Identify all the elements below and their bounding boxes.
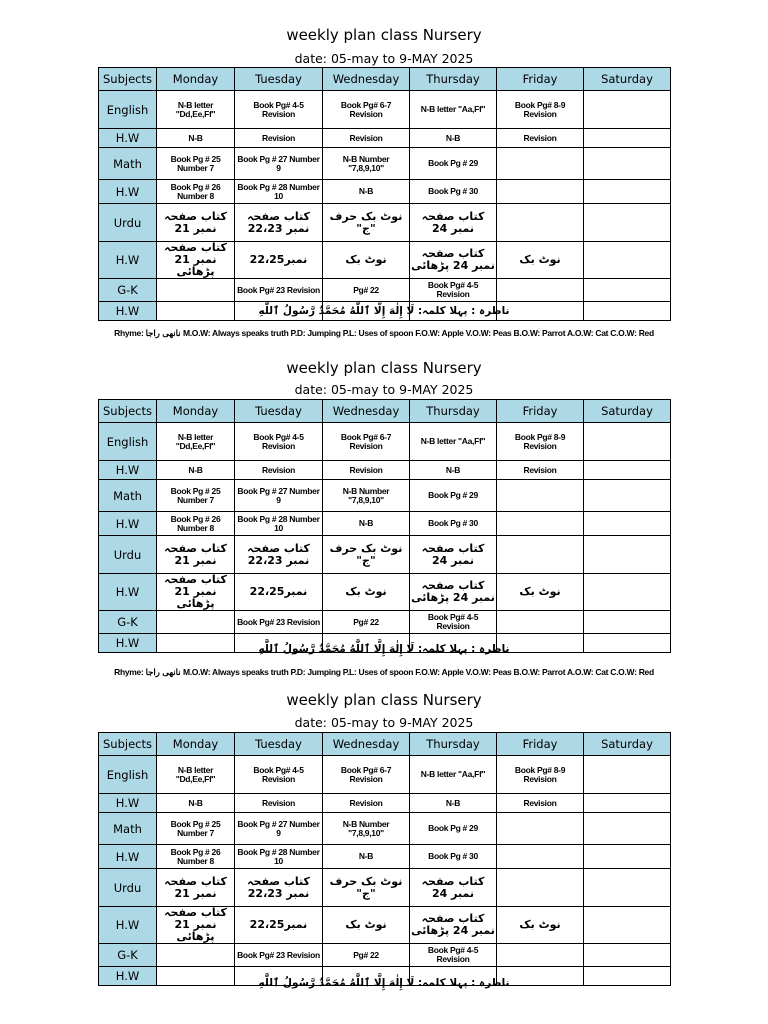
plan-cell: Book Pg# 23 Revision xyxy=(235,944,323,967)
plan-cell: N-B Number "7,8,9,10" xyxy=(323,813,410,845)
plan-cell: N-B xyxy=(410,129,497,148)
subject-cell: Urdu xyxy=(99,536,157,574)
plan-table xyxy=(98,399,671,653)
plan-cell xyxy=(584,461,671,480)
plan-date: date: 05-may to 9-MAY 2025 xyxy=(294,715,474,730)
plan-cell: کتاب صفحہ نمبر 24 پڑھائی xyxy=(410,574,497,611)
plan-cell xyxy=(584,242,671,279)
plan-cell: نوٹ بک xyxy=(323,242,410,279)
table-row xyxy=(99,148,671,180)
plan-cell xyxy=(584,944,671,967)
plan-cell: Book Pg# 6-7 Revision xyxy=(323,756,410,794)
plan-date: date: 05-may to 9-MAY 2025 xyxy=(294,51,474,66)
header-row xyxy=(99,733,671,756)
plan-cell: N-B xyxy=(410,461,497,480)
plan-cell: Book Pg # 29 xyxy=(410,480,497,512)
plan-cell: نمبر22،25 xyxy=(235,242,323,279)
plan-cell xyxy=(584,813,671,845)
plan-cell: Book Pg # 28 Number 10 xyxy=(235,180,323,204)
header-row xyxy=(99,400,671,423)
plan-cell: Book Pg # 29 xyxy=(410,148,497,180)
plan-cell: نوٹ بک xyxy=(497,907,584,944)
table-row xyxy=(99,204,671,242)
table-row xyxy=(99,794,671,813)
plan-cell: N-B xyxy=(157,129,235,148)
plan-cell: Book Pg # 27 Number 9 xyxy=(235,813,323,845)
plan-cell: نوٹ بک xyxy=(497,242,584,279)
plan-cell: Book Pg # 25 Number 7 xyxy=(157,480,235,512)
plan-cell: Book Pg # 27 Number 9 xyxy=(235,148,323,180)
subject-cell: H.W xyxy=(99,907,157,944)
subject-cell: H.W xyxy=(99,242,157,279)
plan-cell xyxy=(157,611,235,634)
plan-cell: نوٹ بک xyxy=(323,574,410,611)
header-saturday: Saturday xyxy=(584,68,671,91)
subject-cell: H.W xyxy=(99,129,157,148)
plan-cell: نوٹ بک حرف "ج" xyxy=(323,204,410,242)
plan-cell: Book Pg # 29 xyxy=(410,813,497,845)
plan-cell: N-B Number "7,8,9,10" xyxy=(323,148,410,180)
subject-cell: H.W xyxy=(99,180,157,204)
table-row xyxy=(99,423,671,461)
plan-cell: Revision xyxy=(235,129,323,148)
plan-cell: Revision xyxy=(497,794,584,813)
plan-cell: Book Pg# 8-9 Revision xyxy=(497,756,584,794)
table-row xyxy=(99,242,671,279)
subject-cell: H.W xyxy=(99,634,157,653)
plan-cell: Book Pg# 4-5 Revision xyxy=(410,279,497,302)
plan-cell xyxy=(497,845,584,869)
plan-cell xyxy=(497,536,584,574)
plan-cell xyxy=(497,279,584,302)
plan-cell: N-B letter "Aa,Ff" xyxy=(410,756,497,794)
plan-cell xyxy=(157,279,235,302)
plan-cell xyxy=(497,480,584,512)
plan-cell: Book Pg # 25 Number 7 xyxy=(157,148,235,180)
plan-cell: کتاب صفحہ نمبر 24 xyxy=(410,204,497,242)
plan-cell: N-B letter "Dd,Ee,Ff" xyxy=(157,423,235,461)
table-row xyxy=(99,869,671,907)
subject-cell: H.W xyxy=(99,845,157,869)
header-tuesday: Tuesday xyxy=(235,68,323,91)
plan-cell xyxy=(497,813,584,845)
plan-title: weekly plan class Nursery xyxy=(286,359,482,377)
plan-title: weekly plan class Nursery xyxy=(286,26,482,44)
plan-cell: N-B xyxy=(157,461,235,480)
subject-cell: H.W xyxy=(99,794,157,813)
table-row xyxy=(99,574,671,611)
table-row xyxy=(99,907,671,944)
plan-cell: Revision xyxy=(497,461,584,480)
plan-cell: Book Pg # 25 Number 7 xyxy=(157,813,235,845)
plan-cell: Book Pg # 30 xyxy=(410,512,497,536)
plan-cell: N-B letter "Dd,Ee,Ff" xyxy=(157,91,235,129)
plan-cell: Book Pg # 28 Number 10 xyxy=(235,512,323,536)
plan-cell: Book Pg# 4-5 Revision xyxy=(235,756,323,794)
plan-cell: Revision xyxy=(235,461,323,480)
plan-cell xyxy=(584,611,671,634)
plan-cell xyxy=(584,279,671,302)
subject-cell: H.W xyxy=(99,512,157,536)
plan-cell: Revision xyxy=(323,461,410,480)
plan-cell: Book Pg# 8-9 Revision xyxy=(497,423,584,461)
plan-cell: Book Pg# 23 Revision xyxy=(235,279,323,302)
plan-cell: N-B xyxy=(410,794,497,813)
table-row xyxy=(99,480,671,512)
table-row xyxy=(99,944,671,967)
plan-cell: کتاب صفحہ نمبر 21 xyxy=(157,536,235,574)
rhyme-line: Rhyme: نانھی راجا M.O.W: Always speaks truth P.D: Jumping P.L: Uses of spoon F.O.W: Apple V.O.W: Peas B.O.W: Parrot A.O.W: Cat C.O.W: Red xyxy=(114,667,654,677)
plan-cell: نوٹ بک xyxy=(497,574,584,611)
plan-cell: Book Pg# 23 Revision xyxy=(235,611,323,634)
table-row xyxy=(99,611,671,634)
header-subjects: Subjects xyxy=(99,733,157,756)
header-thursday: Thursday xyxy=(410,68,497,91)
plan-cell: Book Pg# 6-7 Revision xyxy=(323,91,410,129)
rhyme-line: Rhyme: نانھی راجا M.O.W: Always speaks truth P.D: Jumping P.L: Uses of spoon F.O.W: Apple V.O.W: Peas B.O.W: Parrot A.O.W: Cat C.O.W: Red xyxy=(114,328,654,338)
plan-cell: Pg# 22 xyxy=(323,611,410,634)
plan-cell: N-B letter "Aa,Ff" xyxy=(410,91,497,129)
header-monday: Monday xyxy=(157,400,235,423)
header-friday: Friday xyxy=(497,68,584,91)
plan-cell xyxy=(584,536,671,574)
table-row xyxy=(99,91,671,129)
plan-cell: N-B letter "Dd,Ee,Ff" xyxy=(157,756,235,794)
plan-cell: کتاب صفحہ نمبر 21 پڑھائی xyxy=(157,907,235,944)
header-friday: Friday xyxy=(497,733,584,756)
subject-cell: Urdu xyxy=(99,204,157,242)
plan-cell: کتاب صفحہ نمبر 21 پڑھائی xyxy=(157,574,235,611)
table-row xyxy=(99,813,671,845)
subject-cell: G-K xyxy=(99,611,157,634)
header-thursday: Thursday xyxy=(410,400,497,423)
subject-cell: Math xyxy=(99,148,157,180)
plan-cell xyxy=(497,180,584,204)
plan-cell xyxy=(584,204,671,242)
plan-cell: کتاب صفحہ نمبر 24 xyxy=(410,536,497,574)
plan-cell: Revision xyxy=(323,794,410,813)
subject-cell: Math xyxy=(99,813,157,845)
plan-cell: کتاب صفحہ نمبر 21 xyxy=(157,869,235,907)
subject-cell: H.W xyxy=(99,461,157,480)
plan-cell: کتاب صفحہ نمبر 21 پڑھائی xyxy=(157,242,235,279)
plan-cell: کتاب صفحہ نمبر 22،23 xyxy=(235,869,323,907)
subject-cell: English xyxy=(99,756,157,794)
plan-cell: N-B letter "Aa,Ff" xyxy=(410,423,497,461)
kalma-line: ناظرہ : پہلا کلمہ: لَا إِلٰهَ إِلَّا ٱللَّٰهُ مُحَمَّدٌ رَّسُولُ ٱللَّٰهِ xyxy=(258,977,510,989)
header-tuesday: Tuesday xyxy=(235,733,323,756)
header-subjects: Subjects xyxy=(99,68,157,91)
table-row xyxy=(99,756,671,794)
plan-cell: نوٹ بک xyxy=(323,907,410,944)
plan-cell xyxy=(584,574,671,611)
plan-cell xyxy=(497,512,584,536)
plan-cell: Book Pg# 4-5 Revision xyxy=(235,423,323,461)
plan-cell xyxy=(497,148,584,180)
plan-cell: Book Pg # 30 xyxy=(410,845,497,869)
header-wednesday: Wednesday xyxy=(323,733,410,756)
plan-cell: Pg# 22 xyxy=(323,279,410,302)
plan-cell: کتاب صفحہ نمبر 24 xyxy=(410,869,497,907)
plan-cell xyxy=(584,180,671,204)
header-monday: Monday xyxy=(157,733,235,756)
plan-cell: کتاب صفحہ نمبر 21 xyxy=(157,204,235,242)
header-wednesday: Wednesday xyxy=(323,400,410,423)
header-tuesday: Tuesday xyxy=(235,400,323,423)
plan-cell xyxy=(497,944,584,967)
header-subjects: Subjects xyxy=(99,400,157,423)
plan-table xyxy=(98,732,671,986)
table-row xyxy=(99,512,671,536)
subject-cell: English xyxy=(99,423,157,461)
plan-cell: کتاب صفحہ نمبر 24 پڑھائی xyxy=(410,907,497,944)
plan-cell: Book Pg# 4-5 Revision xyxy=(410,611,497,634)
plan-cell xyxy=(584,512,671,536)
plan-table xyxy=(98,67,671,321)
plan-cell xyxy=(157,944,235,967)
header-wednesday: Wednesday xyxy=(323,68,410,91)
plan-cell xyxy=(497,611,584,634)
table-row xyxy=(99,129,671,148)
table-row xyxy=(99,279,671,302)
plan-cell: Revision xyxy=(235,794,323,813)
plan-cell: Book Pg # 26 Number 8 xyxy=(157,845,235,869)
plan-cell: Book Pg # 26 Number 8 xyxy=(157,512,235,536)
subject-cell: English xyxy=(99,91,157,129)
plan-cell xyxy=(584,845,671,869)
plan-cell xyxy=(584,480,671,512)
plan-cell: N-B xyxy=(323,512,410,536)
header-saturday: Saturday xyxy=(584,733,671,756)
table-row xyxy=(99,845,671,869)
plan-cell: Book Pg # 30 xyxy=(410,180,497,204)
subject-cell: G-K xyxy=(99,944,157,967)
subject-cell: Urdu xyxy=(99,869,157,907)
subject-cell: H.W xyxy=(99,574,157,611)
subject-cell: G-K xyxy=(99,279,157,302)
plan-cell: Book Pg # 28 Number 10 xyxy=(235,845,323,869)
kalma-line: ناظرہ : پہلا کلمہ: لَا إِلٰهَ إِلَّا ٱللَّٰهُ مُحَمَّدٌ رَّسُولُ ٱللَّٰهِ xyxy=(258,643,510,655)
plan-title: weekly plan class Nursery xyxy=(286,691,482,709)
plan-cell xyxy=(497,204,584,242)
plan-cell xyxy=(584,907,671,944)
plan-cell: نوٹ بک حرف "ج" xyxy=(323,536,410,574)
header-thursday: Thursday xyxy=(410,733,497,756)
plan-cell: Book Pg# 8-9 Revision xyxy=(497,91,584,129)
plan-cell: Revision xyxy=(323,129,410,148)
header-row xyxy=(99,68,671,91)
table-row xyxy=(99,180,671,204)
header-monday: Monday xyxy=(157,68,235,91)
plan-cell: نمبر22،25 xyxy=(235,907,323,944)
plan-cell xyxy=(584,148,671,180)
plan-cell xyxy=(497,869,584,907)
plan-cell: Book Pg# 4-5 Revision xyxy=(410,944,497,967)
plan-cell: کتاب صفحہ نمبر 22،23 xyxy=(235,536,323,574)
plan-cell: کتاب صفحہ نمبر 24 پڑھائی xyxy=(410,242,497,279)
plan-date: date: 05-may to 9-MAY 2025 xyxy=(294,382,474,397)
plan-cell: N-B xyxy=(323,180,410,204)
plan-cell: نوٹ بک حرف "ج" xyxy=(323,869,410,907)
plan-cell xyxy=(584,869,671,907)
table-row xyxy=(99,536,671,574)
table-row xyxy=(99,461,671,480)
plan-cell xyxy=(584,423,671,461)
plan-cell: کتاب صفحہ نمبر 22،23 xyxy=(235,204,323,242)
plan-cell xyxy=(584,129,671,148)
header-friday: Friday xyxy=(497,400,584,423)
plan-cell: Revision xyxy=(497,129,584,148)
header-saturday: Saturday xyxy=(584,400,671,423)
plan-cell: Book Pg# 4-5 Revision xyxy=(235,91,323,129)
plan-cell: Book Pg # 27 Number 9 xyxy=(235,480,323,512)
plan-cell: Pg# 22 xyxy=(323,944,410,967)
plan-cell: نمبر22،25 xyxy=(235,574,323,611)
plan-cell xyxy=(584,91,671,129)
plan-cell: N-B Number "7,8,9,10" xyxy=(323,480,410,512)
subject-cell: Math xyxy=(99,480,157,512)
subject-cell: H.W xyxy=(99,967,157,986)
plan-cell: N-B xyxy=(323,845,410,869)
plan-cell: Book Pg # 26 Number 8 xyxy=(157,180,235,204)
plan-cell: N-B xyxy=(157,794,235,813)
plan-cell xyxy=(584,794,671,813)
subject-cell: H.W xyxy=(99,302,157,321)
plan-cell xyxy=(584,756,671,794)
plan-cell: Book Pg# 6-7 Revision xyxy=(323,423,410,461)
kalma-line: ناظرہ : پہلا کلمہ: لَا إِلٰهَ إِلَّا ٱللَّٰهُ مُحَمَّدٌ رَّسُولُ ٱللَّٰهِ xyxy=(258,305,510,317)
